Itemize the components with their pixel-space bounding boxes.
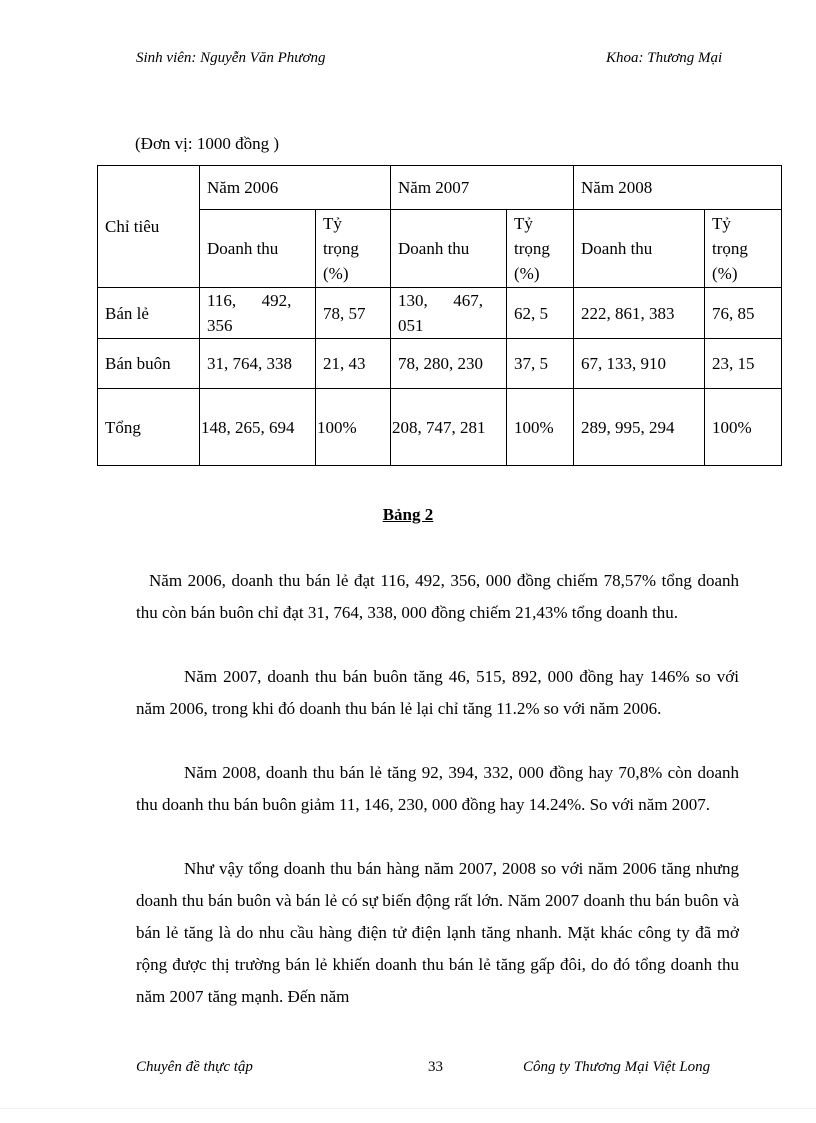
cell-share: 78, 57	[316, 288, 391, 339]
paragraph: Như vậy tổng doanh thu bán hàng năm 2007, 2008 so với năm 2006 tăng nhưng doanh thu bán buôn và bán lẻ có sự biến động rất lớn. Năm 2007 doanh thu bán buôn và bán lẻ tăng là do nhu cầu hàng điện tử điện lạnh tăng nhanh. Mặt khác công ty đã mở rộng được thị trường bán lẻ khiến doanh thu bán lẻ tăng gấp đôi, do đó tổng doanh thu năm 2007 tăng mạnh. Đến năm	[136, 859, 739, 1006]
unit-note: (Đơn vị: 1000 đồng )	[135, 134, 280, 153]
subheader-share: Tỷ trọng (%)	[507, 210, 574, 288]
cell-revenue: 289, 995, 294	[574, 389, 705, 466]
table-row	[98, 389, 782, 466]
header-faculty: Khoa: Thương Mại	[606, 50, 723, 66]
cell-share: 37, 5	[507, 339, 574, 389]
row-label-total: Tổng	[98, 389, 200, 466]
cell-revenue: 78, 280, 230	[391, 339, 507, 389]
year-header-2007: Năm 2007	[391, 166, 574, 210]
cell-share: 100%	[705, 389, 782, 466]
revenue-table	[97, 165, 782, 466]
subheader-revenue: Doanh thu	[391, 210, 507, 288]
col-header-criteria: Chỉ tiêu	[98, 166, 200, 288]
row-label-wholesale: Bán buôn	[98, 339, 200, 389]
footer-report-title: Chuyên đề thực tập	[136, 1059, 253, 1075]
table-caption: Bảng 2	[382, 505, 434, 524]
cell-share: 100%	[507, 389, 574, 466]
cell-share: 100%	[316, 389, 391, 466]
cell-share: 23, 15	[705, 339, 782, 389]
cell-revenue: 67, 133, 910	[574, 339, 705, 389]
cell-revenue: 116, 492, 356	[200, 288, 316, 339]
row-label-retail: Bán lẻ	[98, 288, 200, 339]
header-student-name: Sinh viên: Nguyễn Văn Phương	[136, 50, 326, 66]
cell-share: 21, 43	[316, 339, 391, 389]
cell-revenue: 222, 861, 383	[574, 288, 705, 339]
table-row	[98, 288, 782, 339]
subheader-revenue: Doanh thu	[200, 210, 316, 288]
page-bottom-divider	[0, 1108, 816, 1109]
table-subheader-row	[98, 210, 782, 288]
subheader-share: Tỷ trọng (%)	[705, 210, 782, 288]
cell-share: 62, 5	[507, 288, 574, 339]
table-row	[98, 339, 782, 389]
paragraph: Năm 2007, doanh thu bán buôn tăng 46, 515, 892, 000 đồng hay 146% so với năm 2006, trong khi đó doanh thu bán lẻ lại chỉ tăng 11.2% so với năm 2006.	[136, 667, 739, 718]
cell-revenue: 130, 467, 051	[391, 288, 507, 339]
footer-company: Công ty Thương Mại Việt Long	[523, 1059, 711, 1075]
year-header-2008: Năm 2008	[574, 166, 782, 210]
paragraph: Năm 2008, doanh thu bán lẻ tăng 92, 394, 332, 000 đồng hay 70,8% còn doanh thu doanh thu bán buôn giảm 11, 146, 230, 000 đồng hay 14.24%. So với năm 2007.	[136, 763, 739, 814]
paragraph: Năm 2006, doanh thu bán lẻ đạt 116, 492, 356, 000 đồng chiếm 78,57% tổng doanh thu còn bán buôn chỉ đạt 31, 764, 338, 000 đồng chiếm 21,43% tổng doanh thu.	[136, 571, 739, 622]
cell-revenue: 148, 265, 694	[200, 389, 316, 466]
cell-revenue: 31, 764, 338	[200, 339, 316, 389]
subheader-revenue: Doanh thu	[574, 210, 705, 288]
cell-revenue: 208, 747, 281	[391, 389, 507, 466]
footer-page-number: 33	[428, 1059, 443, 1075]
subheader-share: Tỷ trọng (%)	[316, 210, 391, 288]
year-header-2006: Năm 2006	[200, 166, 391, 210]
table-header-row	[98, 166, 782, 210]
cell-share: 76, 85	[705, 288, 782, 339]
